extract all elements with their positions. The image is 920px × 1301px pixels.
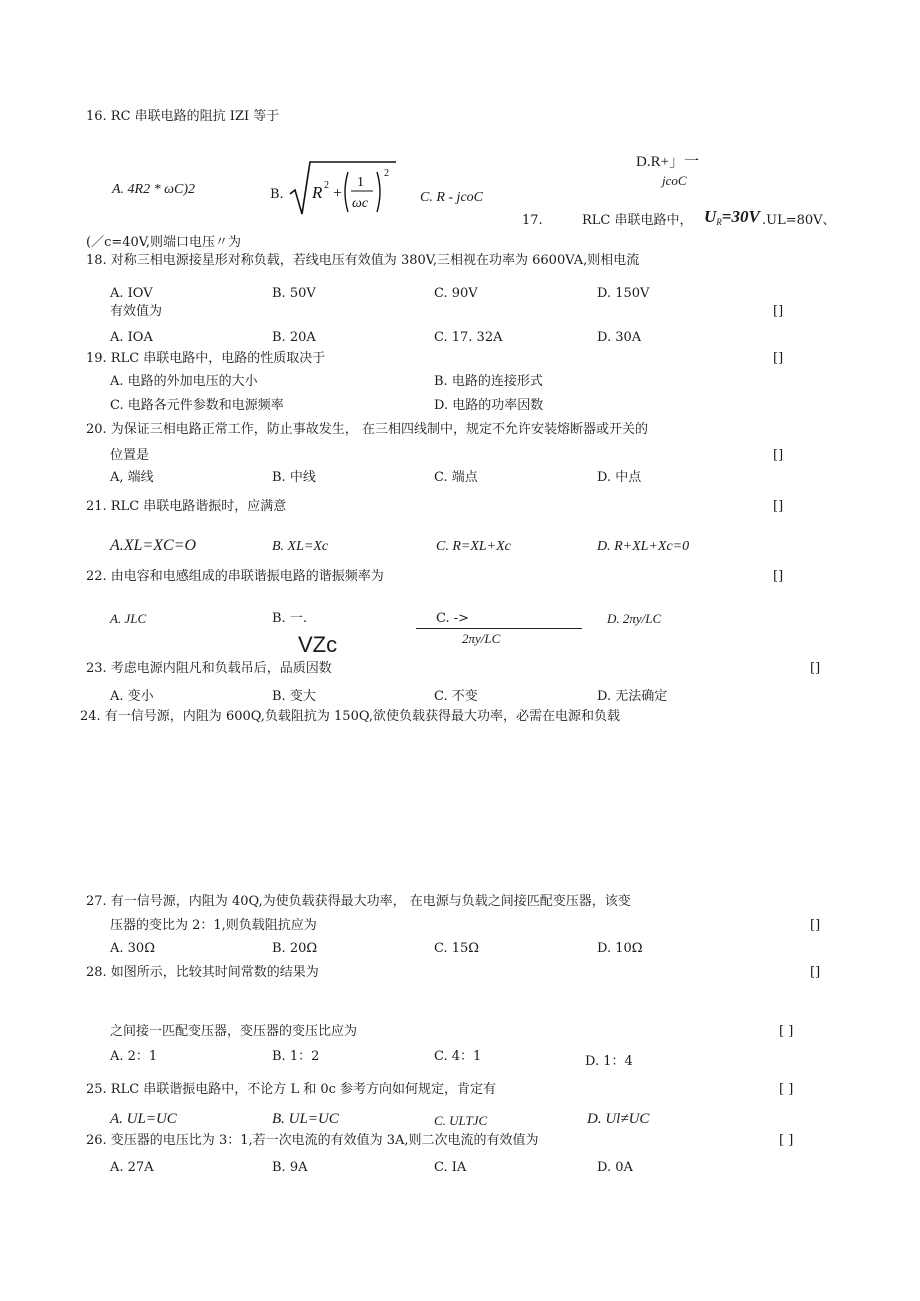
q20-line2: 位置是 [110,448,150,463]
q17-ur-value: =30V [721,207,760,226]
q17-option-d: D. 150V [597,286,650,301]
q24-option-d: D. 1：4 [585,1054,633,1069]
q22-option-b-under: VZc [298,632,338,657]
svg-text:R: R [312,183,323,202]
q25-answer-bracket[interactable]: [ ] [779,1082,794,1097]
q20-option-b: B. 中线 [272,470,316,485]
q16-stem: 16. RC 串联电路的阻抗 IZI 等于 [86,109,280,124]
q18-answer-bracket[interactable]: [] [773,304,784,319]
svg-text:1: 1 [357,175,364,190]
q16-option-b-label: B. [270,187,284,202]
q24-continued: 之间接一匹配变压器，变压器的变压比应为 [110,1024,358,1039]
q20-stem: 20. 为保证三相电路正常工作，防止事故发生， 在三相四线制中，规定不允许安装熔断器或开关的 [86,422,648,437]
q18-option-c: C. 17. 32A [434,330,503,345]
q25-option-b: B. UL=UC [272,1111,339,1127]
svg-text:+: + [333,185,343,202]
q26-option-b: B. 9A [272,1160,308,1175]
q17-ur: $U_R=30V$ [704,207,760,227]
q27-answer-bracket[interactable]: [] [810,918,821,933]
q25-option-d: D. Ul≠UC [587,1111,650,1127]
q26-option-c: C. IA [434,1160,467,1175]
q19-stem: 19. RLC 串联电路中，电路的性质取决于 [86,351,326,366]
q23-answer-bracket[interactable]: [] [810,661,821,676]
q21-answer-bracket[interactable]: [] [773,499,784,514]
q27-option-c: C. 15Ω [434,941,480,956]
q17-option-c: C. 90V [434,286,478,301]
q21-option-c: C. R=XL+Xc [436,539,511,554]
q27-option-d: D. 10Ω [597,941,643,956]
q28-stem: 28. 如图所示，比较其时间常数的结果为 [86,965,319,980]
q23-stem: 23. 考虑电源内阻凡和负载吊后，品质因数 [86,661,332,676]
q23-option-c: C. 不变 [434,689,478,704]
q21-option-a: A.XL=XC=O [110,537,197,554]
q24-stem: 24. 有一信号源，内阻为 600Q,负载阻抗为 150Q,欲使负载获得最大功率，必需在电源和负载 [80,709,620,724]
q16-option-a: A. 4R2 * ωC)2 [112,182,195,197]
q19-option-c: C. 电路各元件参数和电源频率 [110,398,284,413]
q18-stem: 18. 对称三相电源接星形对称负载，若线电压有效值为 380V,三相视在功率为 6600VA,则相电流 [86,253,640,268]
q16-option-c: C. R - jcoC [420,190,483,205]
q20-option-d: D. 中点 [597,470,642,485]
q17-number: 17. [522,213,543,228]
q27-line2: 压器的变比为 2：1,则负载阻抗应为 [110,918,317,933]
q19-option-d: D. 电路的功率因数 [434,398,544,413]
q17-stem: RLC 串联电路中， [582,213,693,228]
q22-option-c-denominator: 2πy/LC [462,631,501,646]
q23-option-d: D. 无法确定 [597,689,668,704]
q26-option-a: A. 27A [110,1160,154,1175]
q26-stem: 26. 变压器的电压比为 3：1,若一次电流的有效值为 3A,则二次电流的有效值为 [86,1133,539,1148]
q16-option-b [270,158,400,220]
q19-option-a: A. 电路的外加电压的大小 [110,374,258,389]
q25-stem: 25. RLC 串联谐振电路中，不论方 L 和 0c 参考方向如何规定，肯定有 [86,1082,497,1097]
q20-option-a: A, 端线 [110,470,154,485]
q22-option-b: B. 一. [272,611,307,626]
q24-option-b: B. 1：2 [272,1049,320,1064]
q18-option-a: A. IOA [110,330,153,345]
q17-line2-text: c=40V,则端口电压〃为 [104,235,242,250]
q20-answer-bracket[interactable]: [] [773,448,784,463]
q24-option-a: A. 2：1 [110,1049,158,1064]
sqrt-formula [288,158,398,220]
q22-option-c: C. -> [436,611,470,626]
q24-answer-bracket[interactable]: [ ] [779,1024,794,1039]
q22-stem: 22. 由电容和电感组成的串联谐振电路的谐振频率为 [86,569,384,584]
q21-option-b: B. XL=Xc [272,539,329,554]
q23-option-a: A. 变小 [110,689,154,704]
q19-answer-bracket[interactable]: [] [773,351,784,366]
q28-answer-bracket[interactable]: [] [810,965,821,980]
q18-line2: 有效值为 [110,304,163,319]
q19-option-b: B. 电路的连接形式 [434,374,543,389]
q17-option-b: B. 50V [272,286,316,301]
svg-text:2: 2 [324,180,329,191]
q18-option-d: D. 30A [597,330,642,345]
q16-option-d-denominator: jcoC [662,173,687,188]
svg-text:ωc: ωc [352,196,369,211]
q20-option-c: C. 端点 [434,470,478,485]
q21-option-d: D. R+XL+Xc=0 [597,539,690,554]
q27-option-a: A. 30Ω [110,941,155,956]
q17-option-a: A. IOV [110,286,153,301]
q25-option-a: A. UL=UC [110,1111,177,1127]
svg-text:2: 2 [384,168,389,179]
q17-line2-prefix: (／ [86,235,105,250]
q22-answer-bracket[interactable]: [] [773,569,784,584]
q26-option-d: D. 0A [597,1160,633,1175]
q22-option-a: A. JLC [110,611,147,626]
q27-stem: 27. 有一信号源，内阻为 40Q,为使负载获得最大功率， 在电源与负载之间接匹配变压器，该变 [86,894,631,909]
q17-ul: .UL=80V、 [762,213,836,228]
q25-option-c: C. ULTJC [434,1113,488,1128]
q24-option-c: C. 4：1 [434,1049,482,1064]
q18-option-b: B. 20A [272,330,316,345]
q27-option-b: B. 20Ω [272,941,318,956]
q21-stem: 21. RLC 串联电路谐振时，应满意 [86,499,287,514]
q26-answer-bracket[interactable]: [ ] [779,1133,794,1148]
q22-option-d: D. 2πy/LC [607,611,662,626]
q23-option-b: B. 变大 [272,689,316,704]
q22-option-c-fraction-bar [416,628,582,629]
q17-line2 [86,236,241,249]
q16-option-d: D.R+」一 [636,154,700,170]
